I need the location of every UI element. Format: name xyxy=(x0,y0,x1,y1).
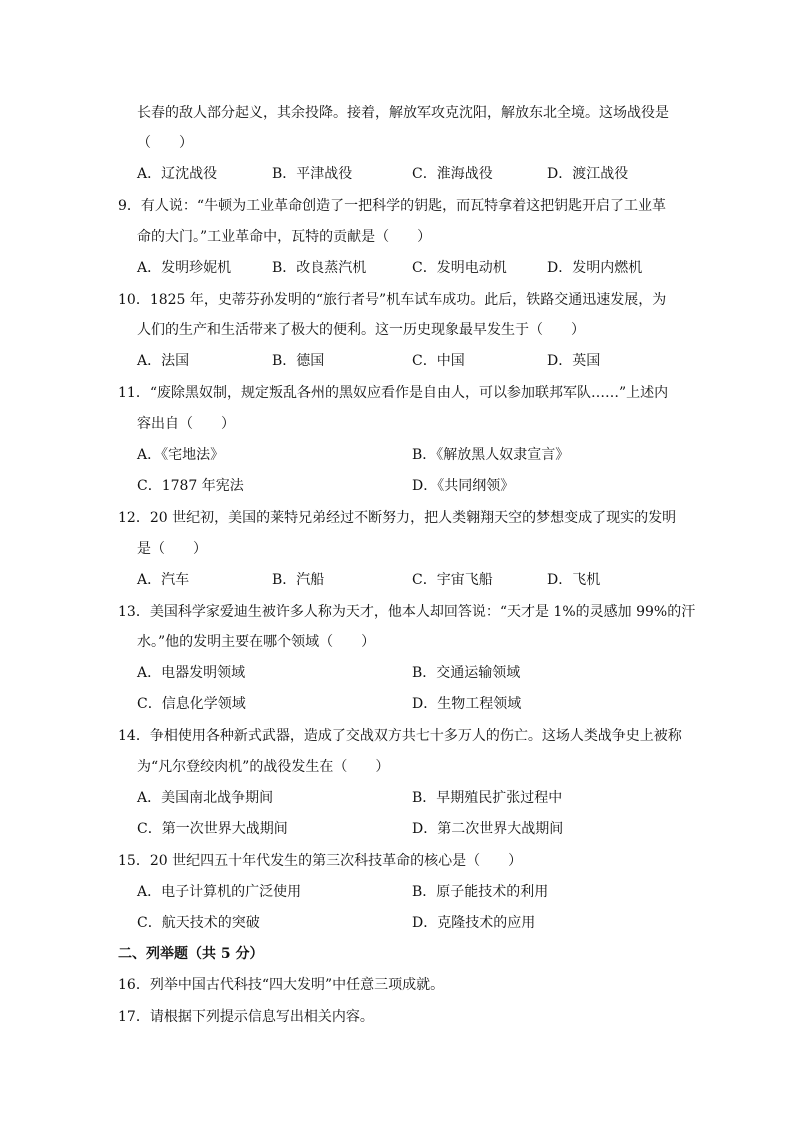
q13-option-a: A．电器发明领域 xyxy=(137,665,246,681)
q13-option-b: B．交通运输领域 xyxy=(412,665,521,681)
q9-option-a: A．发明珍妮机 xyxy=(137,260,232,276)
q10-line2: 人们的生产和生活带来了极大的便利。这一历史现象最早发生于（ ） xyxy=(137,322,585,338)
q13-line1: 13．美国科学家爱迪生被许多人称为天才，他本人却回答说：“天才是 1%的灵感加 99%的汗 xyxy=(118,604,696,620)
q9-option-b: B．改良蒸汽机 xyxy=(272,260,367,276)
q8-option-c: C．淮海战役 xyxy=(412,166,493,182)
q14-option-c: C．第一次世界大战期间 xyxy=(137,821,288,837)
q11-line1: 11．“废除黑奴制，规定叛乱各州的黑奴应看作是自由人，可以参加联邦军队……”上述内 xyxy=(118,385,669,401)
q10-option-b: B．德国 xyxy=(272,353,325,369)
q11-option-a: A．《宅地法》 xyxy=(137,447,225,463)
q15-option-d: D．克隆技术的应用 xyxy=(412,915,536,931)
q15-option-c: C．航天技术的突破 xyxy=(137,915,260,931)
q12-option-a: A．汽车 xyxy=(137,572,190,588)
q8-option-a: A．辽沈战役 xyxy=(137,166,218,182)
q16-line1: 16．列举中国古代科技“四大发明”中任意三项成就。 xyxy=(118,977,445,993)
q14-line1: 14．争相使用各种新式武器，造成了交战双方共七十多万人的伤亡。这场人类战争史上被称 xyxy=(118,728,682,744)
section-2-title: 二、列举题（共 5 分） xyxy=(118,946,264,962)
q8-line2: （ ） xyxy=(137,135,193,151)
q10-line1: 10．1825 年，史蒂芬孙发明的“旅行者号”机车试车成功。此后，铁路交通迅速发展，为 xyxy=(118,292,667,308)
q12-option-b: B．汽船 xyxy=(272,572,325,588)
q14-option-b: B．早期殖民扩张过程中 xyxy=(412,790,563,806)
q15-option-b: B．原子能技术的利用 xyxy=(412,884,549,900)
q13-option-d: D．生物工程领域 xyxy=(412,696,522,712)
q14-line2: 为“凡尔登绞肉机”的战役发生在（ ） xyxy=(137,759,390,775)
q8-line1: 长春的敌人部分起义，其余投降。接着，解放军攻克沈阳，解放东北全境。这场战役是 xyxy=(137,105,669,121)
q15-option-a: A．电子计算机的广泛使用 xyxy=(137,884,302,900)
q13-option-c: C．信息化学领域 xyxy=(137,696,246,712)
q9-line1: 9．有人说：“牛顿为工业革命创造了一把科学的钥匙，而瓦特拿着这把钥匙开启了工业革 xyxy=(118,198,667,214)
q13-line2: 水。”他的发明主要在哪个领域（ ） xyxy=(137,634,376,650)
q12-option-d: D．飞机 xyxy=(547,572,601,588)
q17-line1: 17．请根据下列提示信息写出相关内容。 xyxy=(118,1009,374,1025)
q8-option-d: D．渡江战役 xyxy=(547,166,629,182)
q11-option-c: C．1787 年宪法 xyxy=(137,478,244,494)
q10-option-a: A．法国 xyxy=(137,353,190,369)
q9-option-d: D．发明内燃机 xyxy=(547,260,643,276)
q11-line2: 容出自（ ） xyxy=(137,416,235,432)
q11-option-d: D．《共同纲领》 xyxy=(412,478,515,494)
q8-option-b: B．平津战役 xyxy=(272,166,353,182)
q11-option-b: B．《解放黑人奴隶宣言》 xyxy=(412,447,570,463)
q12-line2: 是（ ） xyxy=(137,541,207,557)
q14-option-a: A．美国南北战争期间 xyxy=(137,790,274,806)
q12-option-c: C．宇宙飞船 xyxy=(412,572,493,588)
q9-option-c: C．发明电动机 xyxy=(412,260,507,276)
q15-line1: 15．20 世纪四五十年代发生的第三次科技革命的核心是（ ） xyxy=(118,853,523,869)
q12-line1: 12．20 世纪初，美国的莱特兄弟经过不断努力，把人类翱翔天空的梦想变成了现实的发明 xyxy=(118,510,677,526)
q14-option-d: D．第二次世界大战期间 xyxy=(412,821,564,837)
q10-option-d: D．英国 xyxy=(547,353,601,369)
q10-option-c: C．中国 xyxy=(412,353,465,369)
q9-line2: 命的大门。”工业革命中，瓦特的贡献是（ ） xyxy=(137,229,432,245)
